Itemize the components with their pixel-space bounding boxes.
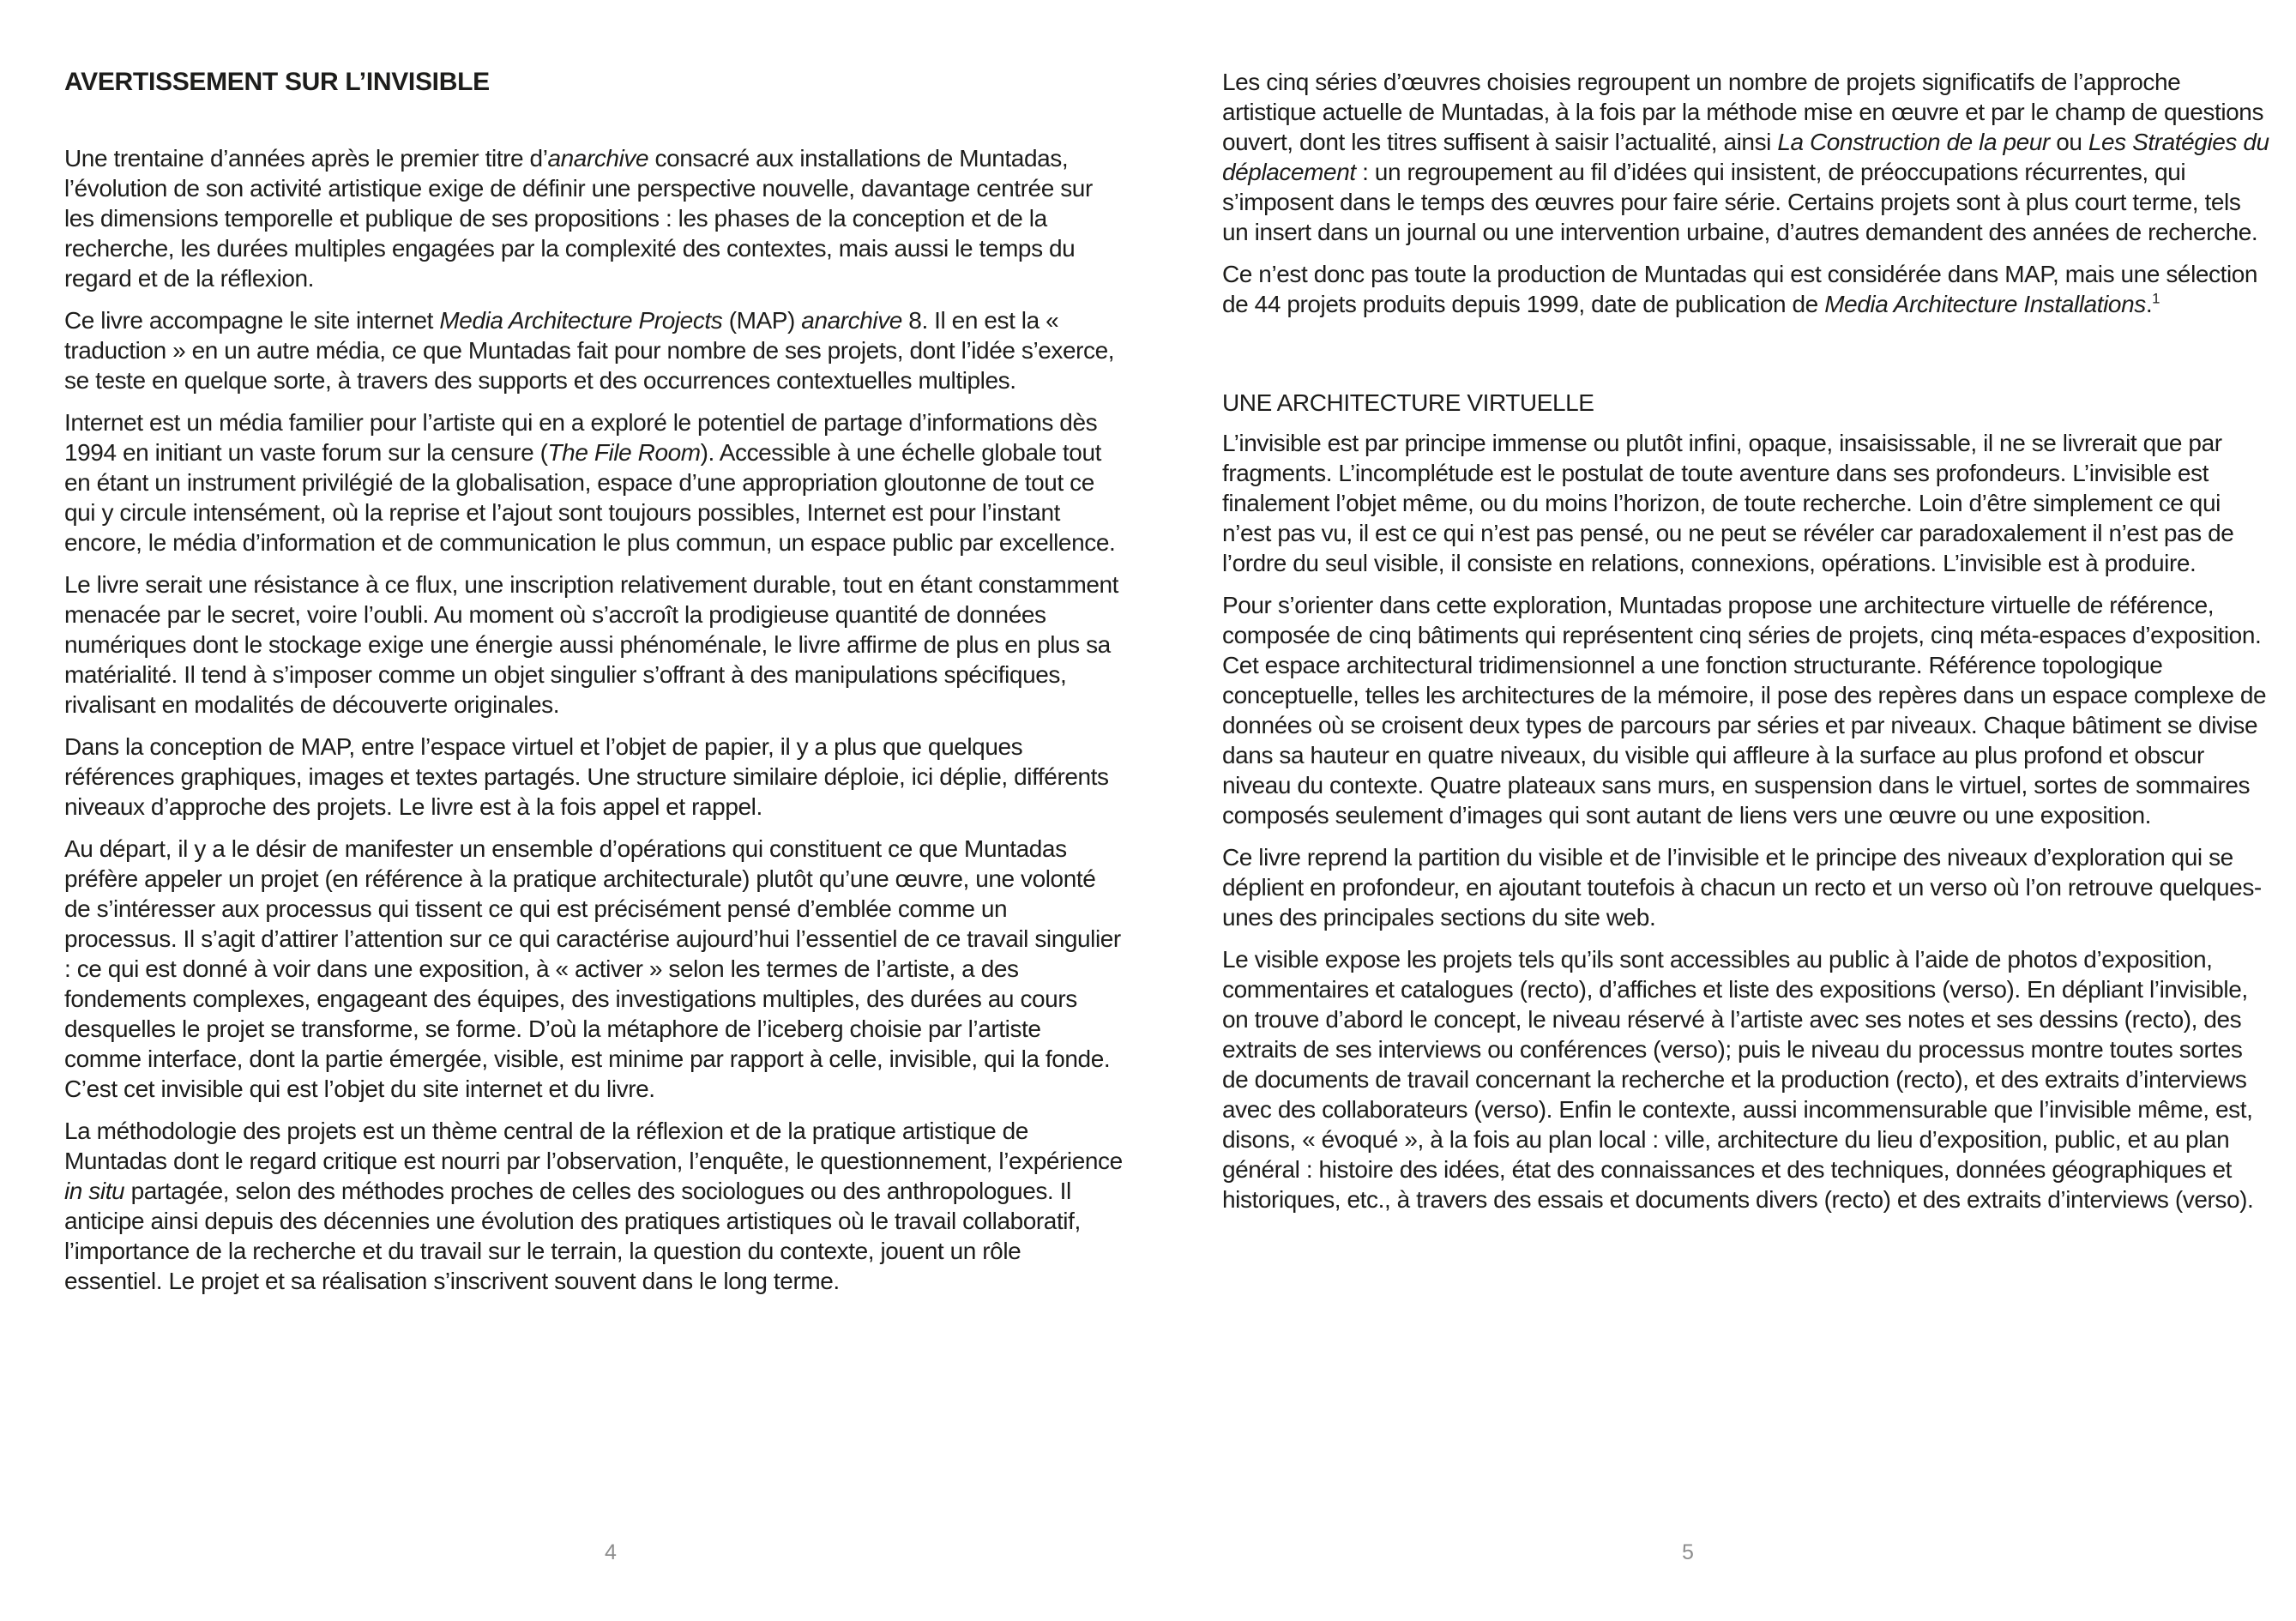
text-run: Dans la conception de MAP, entre l’espace virtuel et l’objet de papier, il y a plus que quelques références graphiques, images et textes partagés. Une structure similaire déploie, ici déplie, différents niveaux d’approche des projets. Le livre est à la fois appel et rappel. (64, 733, 1109, 820)
text-run: Le livre serait une résistance à ce flux, une inscription relativement durable, tout en étant constamment menacée par le secret, voire l’oubli. Au moment où s’accroît la prodigieuse quantité de données numériques dont le stockage exige une énergie aussi phénoménale, le livre affirme de plus en plus sa matérialité. Il tend à s’imposer comme un objet singulier s’offrant à des manipulations spécifiques, rivalisant en modalités de découverte originales. (64, 571, 1119, 718)
paragraph (64, 732, 1124, 822)
italic-text-run: anarchive (547, 145, 649, 172)
text-run: partagée, selon des méthodes proches de celles des sociologues ou des anthropologues. Il anticipe ainsi depuis des décennies une évolution des pratiques artistiques où le travail collaboratif, l’importance de la recherche et du travail sur le terrain, la question du contexte, jouent un rôle essentiel. Le projet et sa réalisation s’inscrivent souvent dans le long terme. (64, 1178, 1081, 1294)
text-run: ). Accessible à une échelle globale tout en étant un instrument privilégié de la globalisation, espace d’une appropriation gloutonne de tout ce qui y circule intensément, où la reprise et l’ajout sont toujours possibles, Internet est pour l’instant encore, le média d’information et de communication le plus commun, un espace public par excellence. (64, 439, 1116, 556)
footnote-reference: 1 (2152, 290, 2160, 307)
italic-text-run: Media Architecture Projects (439, 307, 723, 334)
italic-text-run: anarchive (801, 307, 902, 334)
text-run: Les cinq séries d’œuvres choisies regroupent un nombre de projets significatifs de l’approche artistique actuelle de Muntadas, à la fois par la méthode mise en œuvre et par le champ de questions ouvert, dont les titres suffisent à saisir l’actualité, ainsi (1222, 69, 2264, 155)
paragraph (64, 305, 1124, 395)
left-page-column (64, 67, 1124, 1296)
paragraph (1222, 842, 2273, 932)
text-run: Ce n’est donc pas toute la production de Muntadas qui est considérée dans MAP, mais une sélection de 44 projets produits depuis 1999, date de publication de (1222, 261, 2258, 317)
text-run: Ce livre accompagne le site internet (64, 307, 440, 334)
paragraph (1222, 590, 2273, 830)
text-run: consacré aux installations de Muntadas, l’évolution de son activité artistique exige de définir une perspective nouvelle, davantage centrée sur les dimensions temporelle et publique de ses propositions : les phases de la conception et de la recherche, les durées multiples engagées par la complexité des contextes, mais aussi le temps du regard et de la réflexion. (64, 145, 1093, 292)
right-page-intro-paragraphs (1222, 67, 2273, 319)
page-title: AVERTISSEMENT SUR L’INVISIBLE (64, 68, 490, 96)
text-run: 8. Il en est la « traduction » en un autre média, ce que Muntadas fait pour nombre de ses projets, dont l’idée s’exerce, se teste en quelque sorte, à travers des supports et des occurrences contextuelles multiples. (64, 307, 1115, 394)
italic-text-run: La Construction de la peur (1777, 129, 2050, 155)
right-page-section-paragraphs (1222, 428, 2273, 1214)
paragraph (64, 834, 1124, 1104)
text-run: Au départ, il y a le désir de manifester un ensemble d’opérations qui constituent ce que Muntadas préfère appeler un projet (en référence à la pratique architecturale) plutôt qu’une œuvre, une volonté de s’intéresser aux processus qui tissent ce qui est précisément pensé d’emblée comme un processus. Il s’agit d’attirer l’attention sur ce qui caractérise aujourd’hui l’essentiel de ce travail singulier : ce qui est donné à voir dans une exposition, à « activer » selon les termes de l’artiste, a des fondements complexes, engageant des équipes, des investigations multiples, des durées au cours desquelles le projet se transforme, se forme. D’où la métaphore de l’iceberg choisie par l’artiste comme interface, dont la partie émergée, visible, est minime par rapport à celle, invisible, qui la fonde. C’est cet invisible qui est l’objet du site internet et du livre. (64, 835, 1121, 1102)
page-number-right: 5 (1682, 1540, 1694, 1564)
paragraph (64, 407, 1124, 557)
left-page-paragraphs (64, 143, 1124, 1296)
italic-text-run: in situ (64, 1178, 125, 1204)
text-run: Ce livre reprend la partition du visible et de l’invisible et le principe des niveaux d’exploration qui se déplient en profondeur, en ajoutant toutefois à chacun un recto et un verso où l’on retrouve quelques-unes des principales sections du site web. (1222, 844, 2262, 931)
text-run: Le visible expose les projets tels qu’ils sont accessibles au public à l’aide de photos d’exposition, commentaires et catalogues (recto), d’affiches et liste des expositions (verso). En dépliant l’invisible, on trouve d’abord le concept, le niveau réservé à l’artiste avec ses notes et ses dessins (recto), des extraits de ses interviews ou conférences (verso); puis le niveau du processus montre toutes sortes de documents de travail concernant la recherche et la production (recto), et des extraits d’interviews avec des collaborateurs (verso). Enfin le contexte, aussi incommensurable que l’invisible même, est, disons, « évoqué », à la fois au plan local : ville, architecture du lieu d’exposition, public, et au plan général : histoire des idées, état des connaissances et des techniques, données géographiques et historiques, etc., à travers des essais et documents divers (recto) et des extraits d’interviews (verso). (1222, 946, 2254, 1213)
paragraph (1222, 944, 2273, 1214)
paragraph (1222, 67, 2273, 247)
italic-text-run: Les Stratégies du déplacement (1222, 129, 2269, 185)
section-heading: UNE ARCHITECTURE VIRTUELLE (1222, 389, 1594, 416)
right-page-column (1222, 67, 2273, 1214)
italic-text-run: The File Room (547, 439, 701, 466)
paragraph (64, 1116, 1124, 1296)
paragraph (64, 569, 1124, 720)
paragraph (1222, 259, 2273, 319)
text-run: La méthodologie des projets est un thème central de la réflexion et de la pratique artistique de Muntadas dont le regard critique est nourri par l’observation, l’enquête, le questionnement, l’expérience (64, 1118, 1123, 1174)
text-run: (MAP) (722, 307, 802, 334)
page-number-left: 4 (605, 1540, 617, 1564)
text-run: : un regroupement au fil d’idées qui insistent, de préoccupations récurrentes, qui s’imposent dans le temps des œuvres pour faire série. Certains projets sont à plus court terme, tels un insert dans un journal ou une intervention urbaine, d’autres demandent des années de recherche. (1222, 159, 2258, 245)
text-run: Internet est un média familier pour l’artiste qui en a exploré le potentiel de partage d’informations dès 1994 en initiant un vaste forum sur la censure ( (64, 409, 1098, 466)
text-run: Une trentaine d’années après le premier titre d’ (64, 145, 548, 172)
italic-text-run: Media Architecture Installations (1824, 291, 2146, 317)
text-run: . (2145, 291, 2153, 317)
paragraph (1222, 428, 2273, 578)
text-run: Pour s’orienter dans cette exploration, Muntadas propose une architecture virtuelle de référence, composée de cinq bâtiments qui représentent cinq séries de projets, cinq méta-espaces d’exposition. Cet espace architectural tridimensionnel a une fonction structurante. Référence topologique conceptuelle, telles les architectures de la mémoire, il pose des repères dans un espace complexe de données où se croisent deux types de parcours par séries et par niveaux. Chaque bâtiment se divise dans sa hauteur en quatre niveaux, du visible qui affleure à la surface au plus profond et obscur niveau du contexte. Quatre plateaux sans murs, en suspension dans le virtuel, sortes de sommaires composés seulement d’images qui sont autant de liens vers une œuvre ou une exposition. (1222, 592, 2267, 829)
text-run: L’invisible est par principe immense ou plutôt infini, opaque, insaisissable, il ne se livrerait que par fragments. L’incomplétude est le postulat de toute aventure dans ses profondeurs. L’invisible est finalement l’objet même, ou du moins l’horizon, de toute recherche. Loin d’être simplement ce qui n’est pas vu, il est ce qui n’est pas pensé, ou ne peut se révéler car paradoxalement il n’est pas de l’ordre du seul visible, il consiste en relations, connexions, opérations. L’invisible est à produire. (1222, 430, 2234, 576)
text-run: ou (2049, 129, 2088, 155)
paragraph (64, 143, 1124, 293)
